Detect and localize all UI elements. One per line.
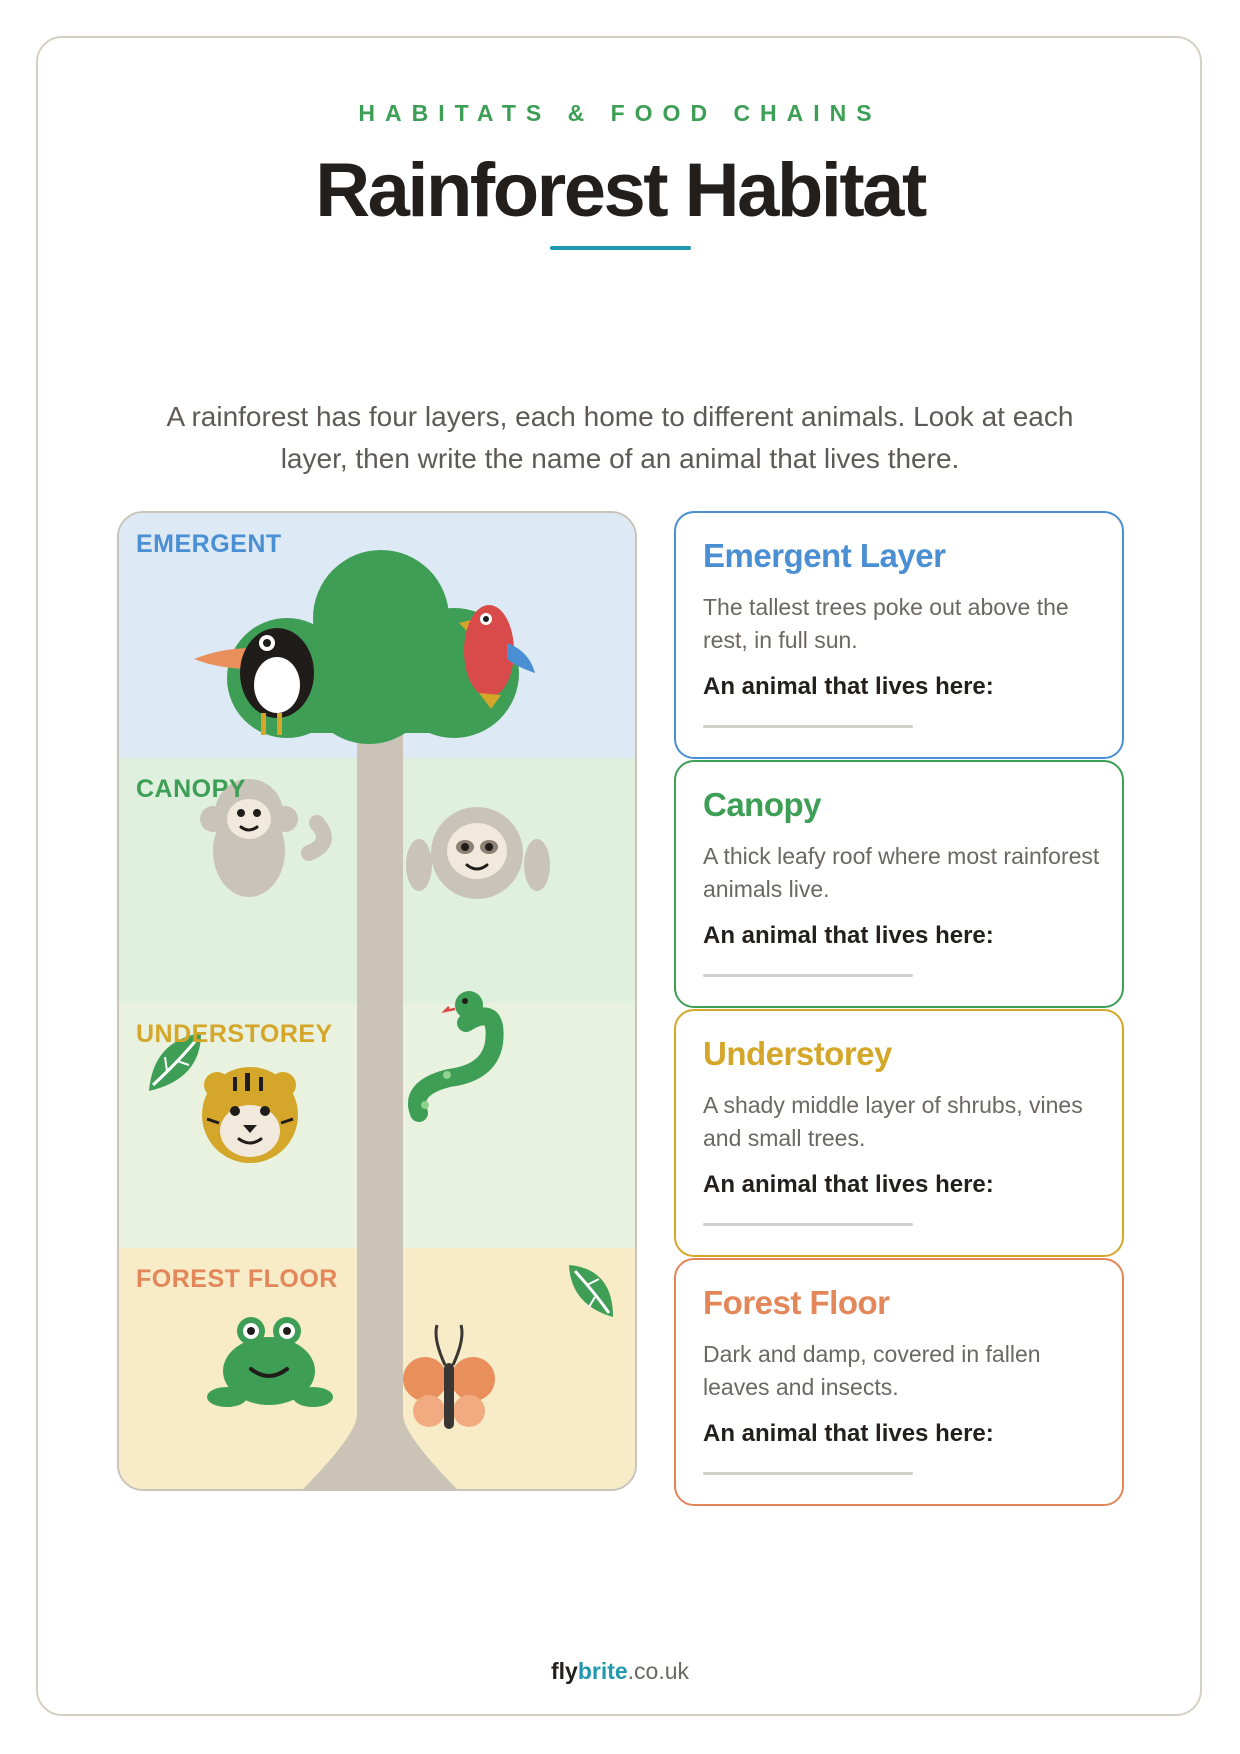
- card-emergent: [674, 511, 1124, 759]
- answer-line[interactable]: [703, 1472, 913, 1475]
- title-underline: [550, 246, 691, 250]
- rainforest-illustration: [117, 511, 637, 1491]
- card-title: Canopy: [703, 786, 822, 823]
- card-forest-floor: [674, 1258, 1124, 1506]
- card-prompt: An animal that lives here:: [703, 673, 994, 700]
- rainforest-scene: [119, 513, 637, 1491]
- brand-part-fly: fly: [550, 1658, 578, 1684]
- brand-part-brite: brite: [577, 1658, 628, 1684]
- card-title: Emergent Layer: [703, 537, 946, 574]
- card-title: Understorey: [703, 1035, 892, 1072]
- card-description: Dark and damp, covered in fallen leaves and insects.: [703, 1341, 1041, 1400]
- card-canopy: [674, 760, 1124, 1008]
- brand-part-domain: .co.uk: [627, 1658, 690, 1684]
- page-title: Rainforest Habitat: [315, 148, 925, 233]
- card-prompt: An animal that lives here:: [703, 922, 994, 949]
- card-prompt: An animal that lives here:: [703, 1420, 994, 1447]
- layer-label-understorey: UNDERSTOREY: [136, 1020, 333, 1048]
- layer-label-forest-floor: FOREST FLOOR: [136, 1265, 338, 1293]
- answer-line[interactable]: [703, 974, 913, 977]
- footer-brand: [0, 1658, 1240, 1685]
- card-description: A thick leafy roof where most rainforest animals live.: [703, 843, 1100, 902]
- intro-text: A rainforest has four layers, each home to different animals. Look at each layer, then write the name of an animal that lives there.: [166, 401, 1074, 474]
- card-prompt: An animal that lives here:: [703, 1171, 994, 1198]
- card-title: Forest Floor: [703, 1284, 890, 1321]
- answer-line[interactable]: [703, 725, 913, 728]
- card-understorey: [674, 1009, 1124, 1257]
- layer-label-emergent: EMERGENT: [136, 530, 282, 558]
- tiger-icon: [202, 1067, 298, 1163]
- card-description: A shady middle layer of shrubs, vines and small trees.: [703, 1092, 1083, 1151]
- subject-kicker: HABITATS & FOOD CHAINS: [358, 100, 882, 126]
- card-description: The tallest trees poke out above the rest, in full sun.: [703, 594, 1069, 653]
- layer-label-canopy: CANOPY: [136, 775, 246, 803]
- answer-line[interactable]: [703, 1223, 913, 1226]
